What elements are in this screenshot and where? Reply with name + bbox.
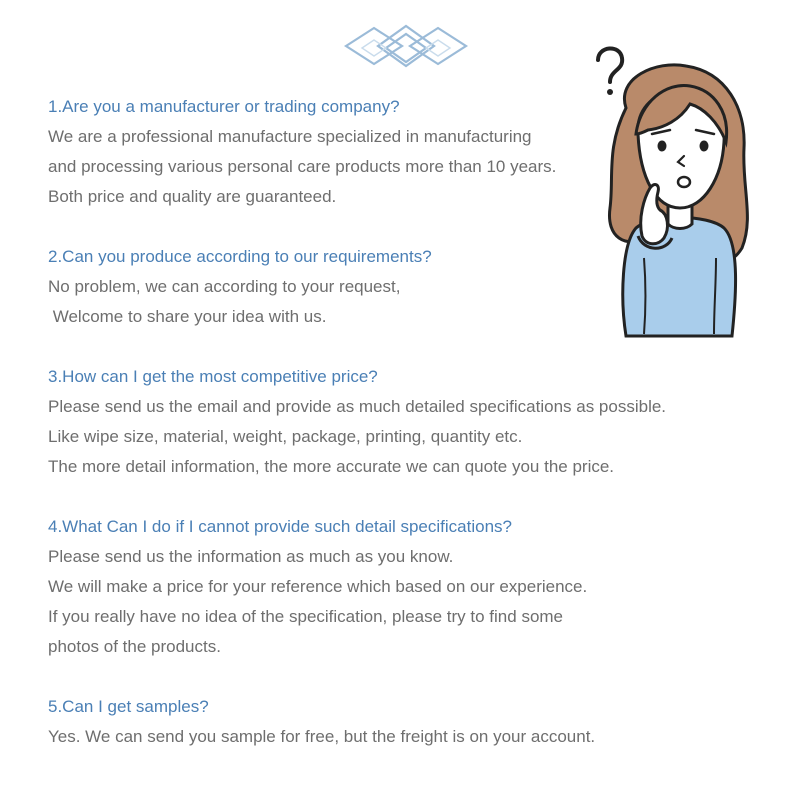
faq-answer-line: If you really have no idea of the specification, please try to find some xyxy=(48,607,564,626)
faq-answer-line: We are a professional manufacture specialized in manufacturing xyxy=(48,127,532,146)
faq-item-5 xyxy=(48,692,748,752)
faq-answer-line: Both price and quality are guaranteed. xyxy=(48,187,337,206)
faq-answer-line: Yes. We can send you sample for free, but the freight is on your account. xyxy=(48,727,596,746)
faq-answer-line: Please send us the email and provide as much detailed specifications as possible. xyxy=(48,397,667,416)
faq-item-3 xyxy=(48,362,748,482)
faq-question-4: 4.What Can I do if I cannot provide such detail specifications? xyxy=(48,517,512,536)
interlocking-diamonds-icon xyxy=(340,18,476,78)
faq-item-4 xyxy=(48,512,748,662)
faq-question-3: 3.How can I get the most competitive price? xyxy=(48,367,378,386)
faq-question-2: 2.Can you produce according to our requirements? xyxy=(48,247,432,266)
faq-answer-line: Please send us the information as much as you know. xyxy=(48,547,454,566)
question-mark-icon xyxy=(598,48,622,82)
faq-question-1: 1.Are you a manufacturer or trading company? xyxy=(48,97,400,116)
faq-answer-line: Like wipe size, material, weight, package, printing, quantity etc. xyxy=(48,427,523,446)
faq-answer-line: No problem, we can according to your request, xyxy=(48,277,401,296)
faq-answer-line: The more detail information, the more accurate we can quote you the price. xyxy=(48,457,615,476)
faq-answer-line: and processing various personal care products more than 10 years. xyxy=(48,157,557,176)
faq-answer-line: We will make a price for your reference which based on our experience. xyxy=(48,577,588,596)
faq-answer-line: Welcome to share your idea with us. xyxy=(48,307,327,326)
faq-answer-line: photos of the products. xyxy=(48,637,221,656)
faq-item-2 xyxy=(48,242,748,332)
faq-question-5: 5.Can I get samples? xyxy=(48,697,209,716)
faq-list xyxy=(48,92,748,782)
faq-item-1 xyxy=(48,92,748,212)
